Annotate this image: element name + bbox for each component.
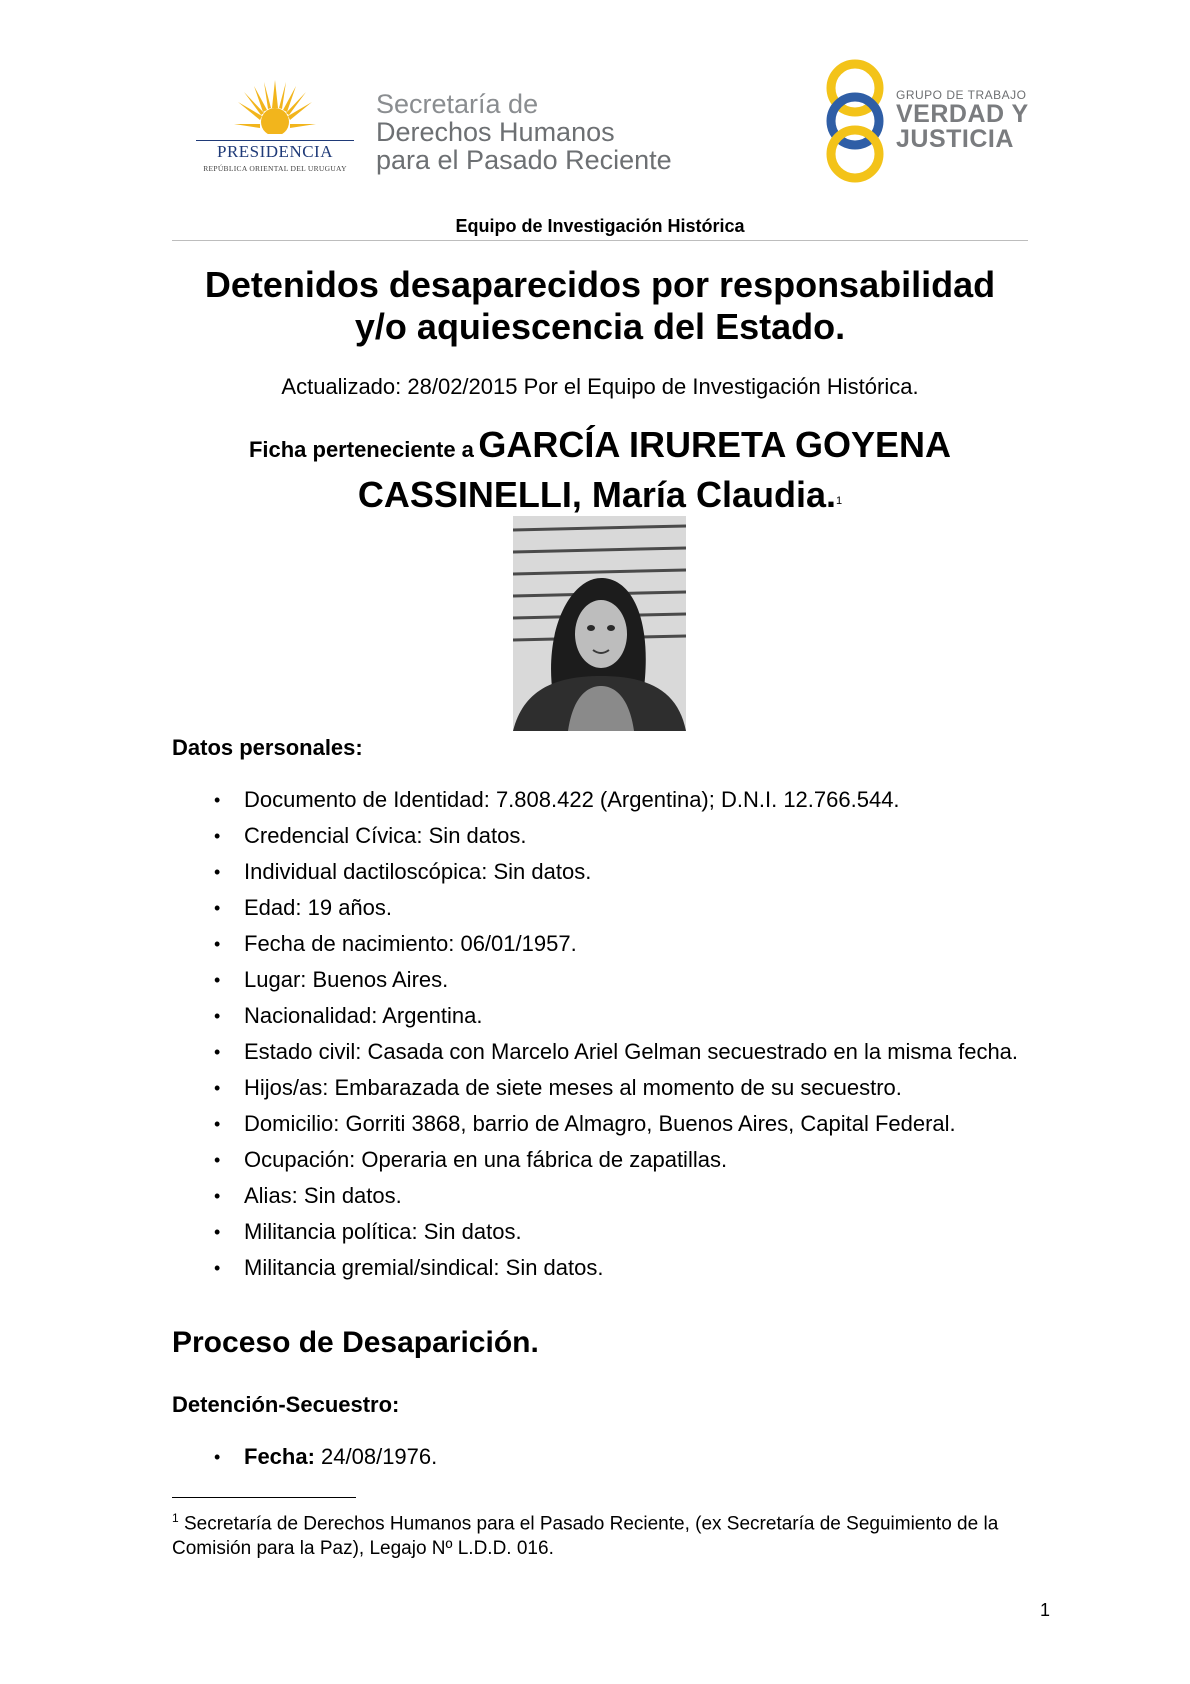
datos-item-text: Documento de Identidad: 7.808.422 (Argentina); D.N.I. 12.766.544. bbox=[244, 787, 900, 812]
list-item bbox=[172, 1002, 1032, 1030]
bullet-icon: • bbox=[214, 1447, 221, 1467]
datos-item-text: Militancia política: Sin datos. bbox=[244, 1219, 522, 1244]
list-item bbox=[172, 1182, 1032, 1210]
ficha-name-line-1: GARCÍA IRURETA GOYENA bbox=[478, 424, 952, 465]
bullet-icon: • bbox=[214, 1258, 221, 1278]
presidencia-subtitle: REPÚBLICA ORIENTAL DEL URUGUAY bbox=[203, 164, 347, 173]
list-item bbox=[172, 1038, 1032, 1066]
bullet-icon: • bbox=[214, 1186, 221, 1206]
proceso-heading: Proceso de Desaparición. bbox=[172, 1326, 539, 1359]
datos-heading: Datos personales: bbox=[172, 735, 363, 760]
portrait-photo bbox=[513, 516, 686, 731]
list-item bbox=[172, 966, 1032, 994]
ficha-heading bbox=[172, 424, 1028, 524]
datos-item-text: Fecha de nacimiento: 06/01/1957. bbox=[244, 931, 577, 956]
list-item bbox=[172, 822, 1032, 850]
detencion-list bbox=[172, 1443, 1032, 1479]
secretaria-logo bbox=[376, 90, 672, 174]
footnote-text: Secretaría de Derechos Humanos para el Pasado Reciente, (ex Secretaría de Seguimiento de la Comisión para la Paz), Legajo Nº L.D.D. 016. bbox=[172, 1513, 999, 1560]
datos-item-text: Credencial Cívica: Sin datos. bbox=[244, 823, 527, 848]
bullet-icon: • bbox=[214, 1006, 221, 1026]
bullet-icon: • bbox=[214, 1150, 221, 1170]
team-line: Equipo de Investigación Histórica bbox=[455, 216, 745, 236]
bullet-icon: • bbox=[214, 1114, 221, 1134]
linked-rings-icon bbox=[822, 58, 892, 184]
datos-item-text: Hijos/as: Embarazada de siete meses al momento de su secuestro. bbox=[244, 1075, 902, 1100]
list-item bbox=[172, 930, 1032, 958]
header-divider bbox=[172, 240, 1028, 241]
detencion-heading: Detención-Secuestro: bbox=[172, 1392, 400, 1417]
datos-item-text: Edad: 19 años. bbox=[244, 895, 393, 920]
datos-item-text: Nacionalidad: Argentina. bbox=[244, 1003, 483, 1028]
secretaria-line-3: para el Pasado Reciente bbox=[376, 145, 672, 175]
bullet-icon: • bbox=[214, 1078, 221, 1098]
gtvj-line-1: VERDAD Y bbox=[896, 100, 1029, 128]
gtvj-line-2: JUSTICIA bbox=[896, 125, 1014, 153]
bullet-icon: • bbox=[214, 934, 221, 954]
bullet-icon: • bbox=[214, 970, 221, 990]
bullet-icon: • bbox=[214, 790, 221, 810]
list-item bbox=[172, 1254, 1032, 1282]
list-item bbox=[172, 1146, 1032, 1174]
list-item bbox=[172, 858, 1032, 886]
bullet-icon: • bbox=[214, 826, 221, 846]
datos-item-text: Individual dactiloscópica: Sin datos. bbox=[244, 859, 592, 884]
presidencia-name: PRESIDENCIA bbox=[216, 142, 333, 161]
list-item bbox=[172, 894, 1032, 922]
footnote-divider bbox=[172, 1497, 356, 1498]
footnote bbox=[172, 1506, 1032, 1561]
datos-item-text: Lugar: Buenos Aires. bbox=[244, 967, 449, 992]
portrait-photo-icon bbox=[513, 516, 686, 731]
ficha-name-line-2: CASSINELLI, María Claudia. bbox=[357, 474, 836, 515]
page-number: 1 bbox=[1039, 1600, 1050, 1620]
datos-item-text: Estado civil: Casada con Marcelo Ariel Gelman secuestrado en la misma fecha. bbox=[244, 1039, 1019, 1064]
secretaria-line-2: Derechos Humanos bbox=[376, 117, 615, 147]
footnote-number: 1 bbox=[172, 1511, 179, 1525]
datos-item-text: Militancia gremial/sindical: Sin datos. bbox=[244, 1255, 604, 1280]
datos-item-text: Domicilio: Gorriti 3868, barrio de Almagro, Buenos Aires, Capital Federal. bbox=[244, 1111, 956, 1136]
presidencia-rule bbox=[196, 140, 354, 141]
bullet-icon: • bbox=[214, 1042, 221, 1062]
list-item bbox=[172, 1074, 1032, 1102]
datos-item-text: Alias: Sin datos. bbox=[244, 1183, 402, 1208]
title-line-1: Detenidos desaparecidos por responsabilidad bbox=[204, 264, 996, 305]
updated-line: Actualizado: 28/02/2015 Por el Equipo de Investigación Histórica. bbox=[281, 374, 919, 399]
datos-item-text: Ocupación: Operaria en una fábrica de zapatillas. bbox=[244, 1147, 728, 1172]
bullet-icon: • bbox=[214, 898, 221, 918]
list-item bbox=[172, 786, 1032, 814]
list-item bbox=[172, 1110, 1032, 1138]
ficha-prefix: Ficha perteneciente a bbox=[248, 437, 474, 462]
detencion-fecha-label: Fecha: bbox=[244, 1444, 315, 1469]
bullet-icon: • bbox=[214, 862, 221, 882]
gtvj-small-label: GRUPO DE TRABAJO bbox=[896, 88, 1027, 102]
document-title bbox=[172, 264, 1028, 348]
title-line-2: y/o aquiescencia del Estado. bbox=[354, 306, 846, 347]
detencion-fecha-value: 24/08/1976. bbox=[314, 1444, 438, 1469]
list-item bbox=[172, 1443, 1032, 1471]
verdad-justicia-logo bbox=[822, 58, 1032, 178]
list-item bbox=[172, 1218, 1032, 1246]
page-header bbox=[0, 0, 1190, 200]
secretaria-line-1: Secretaría de bbox=[376, 89, 539, 119]
bullet-icon: • bbox=[214, 1222, 221, 1242]
footnote-reference[interactable]: 1 bbox=[835, 495, 843, 507]
presidencia-logo bbox=[196, 78, 354, 178]
sun-emblem-icon bbox=[234, 78, 316, 140]
datos-list bbox=[172, 786, 1032, 1290]
